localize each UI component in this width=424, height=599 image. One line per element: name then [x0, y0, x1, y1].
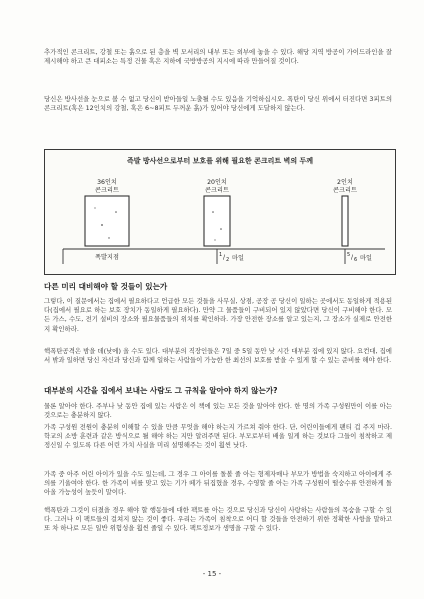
section-heading-homemakers: 대부분의 시간을 집에서 보내는 사람도 그 규칙을 알아야 하지 않는가? [44, 386, 278, 395]
wall-2-inch [342, 196, 348, 246]
half-mile-unit: 마일 [232, 255, 244, 262]
wall-2-label-line2: 콘크리트 [333, 187, 357, 194]
wall-36-label-line2: 콘크리트 [95, 187, 119, 194]
page-number: - 15 - [202, 570, 222, 578]
paragraph-everyone-must-know: 물론 알아야 한다. 주부나 낮 동안 집에 있는 사람은 이 책에 있는 모든 것을 알아야 한다. 한 명의 가족 구성원만이 이를 아는 것으로는 충분하지 않다. [44, 402, 392, 420]
wall-36-label-line1: 36인치 [97, 179, 117, 186]
concrete-wall-diagram [45, 150, 395, 274]
svg-text:/: / [351, 254, 354, 261]
half-mile-numerator: 1 [219, 252, 223, 258]
concrete-wall-figure [44, 149, 396, 275]
wall-2-label-line1: 2인치 [337, 179, 353, 186]
wall-20-label-line2: 콘크리트 [205, 187, 229, 194]
wall-20-inch [204, 196, 230, 246]
paragraph-facts-save-lives: 핵폭탄과 그것이 터졌을 경우 해야 할 행동들에 대한 팩트를 아는 것으로 당신과 당신이 사랑하는 사람들의 목숨을 구할 수 있다. 그러나 이 팩트들의 걸쳐지 않는 것이 좋다. 우리는 가족이 침착으로 어디 할 것들을 안전하기 위한 정확한 사항을 말하고 또 차 하나로 모든 일반 위험성을 훨씬 줄일 수 있다. 팩트정보가 생명을 구할 수 있다. [44, 506, 392, 533]
paragraph-young-children: 가족 중 아주 어린 아이가 있을 수도 있는데, 그 경우 그 아이를 돌볼 줄 아는 형제자매나 부모가 방법을 숙지하고 아이에게 주의를 기울여야 한다. 한 가족이 비를 맞고 있는 기가 떼가 뒤집혔을 경우, 수영할 줄 아는 가족 구성원이 떨숭수류 안전하게 돌아올 가능성이 높듯이 말이다. [44, 470, 392, 497]
half-mile-denominator: 2 [226, 257, 230, 263]
five-sixths-denominator: 6 [354, 257, 358, 263]
wall-36-inch [85, 196, 129, 246]
section-heading-preparation: 다른 미리 대비해야 할 것들이 있는가 [44, 282, 168, 291]
svg-text:/: / [223, 254, 226, 261]
paragraph-workplace-preparation: 그렇다, 이 질문에서는 집에서 필요하다고 언급한 모든 것들을 사무실, 상점, 공장 공 당신이 일하는 곳에서도 동일하게 적용된다(집에서 필요로 하는 보호 장치가 동일하게 필요하다). 만약 그 물품들이 구비되어 있지 않았다면 당신이 구비해야 한다. 모든 가스, 수도, 전기 설비의 장소와 필요물품들의 위치를 확인하라. 가장 안전한 장소를 알고 있는지, 그 장소가 실제로 안전한지 확인하라. [44, 297, 392, 333]
paragraph-radiation-protection: 당신은 방사선을 눈으로 볼 수 없고 당신이 받아들일 노출될 수도 있음을 기억하십시오. 폭탄이 당신 위에서 터진다면 3피트의 콘크리트(혹은 12인치의 강철, 혹은 6~8피트 두꺼운 흙)가 있어야 당신에게 도달하지 않는다. [44, 95, 392, 113]
figure-title: 즉발 방사선으로부터 보호를 위해 필요한 콘크리트 벽의 두께 [126, 157, 314, 165]
ground-zero-label: 폭발지점 [95, 254, 119, 261]
paragraph-shelter-construction: 추가적인 콘크리트, 강철 또는 흙으로 된 층을 벽 모서리의 내부 또는 외부에 놓을 수 있다. 해당 지역 방공이 가이드라인을 잘 제시해야 하고 큰 대피소는 특정 건물 혹은 지하에 국방방공의 지시에 따라 만들어질 것이다. [44, 48, 392, 66]
five-sixths-numerator: 5 [347, 252, 351, 258]
paragraph-daytime-attack: 핵폭탄공격은 밤을 데(낮에) 올 수도 있다. 대부분의 직장인들은 7일 중 5일 동안 낮 시간 대부분 집에 있지 않다. 요컨대, 집에서 밖과 일하면 당신 자신과 당신과 함께 일하는 사람들이 가능한 한 최선의 보호를 받을 수 있게 할 수 있는 준비를 해야 한다. [44, 347, 392, 365]
wall-20-label-line1: 20인치 [207, 179, 227, 186]
paragraph-teach-family: 가족 구성원 전원이 충분히 이해할 수 있을 만큼 무엇을 해야 하는지 가르쳐 줘야 한다. 단, 어린이들에게 팬티 겁 주지 마라. 학교의 소방 훈련과 같은 방식으로 될 해야 하는 지만 알려주면 된다. 부모로부터 배울 일게 하는 것보다 그들이 침착하고 제 정신일 수 있도록 다른 어린 가치 사실을 미리 설명해주는 것이 훨씬 낫다. [44, 423, 392, 450]
five-sixths-mile-unit: 마일 [360, 255, 372, 262]
